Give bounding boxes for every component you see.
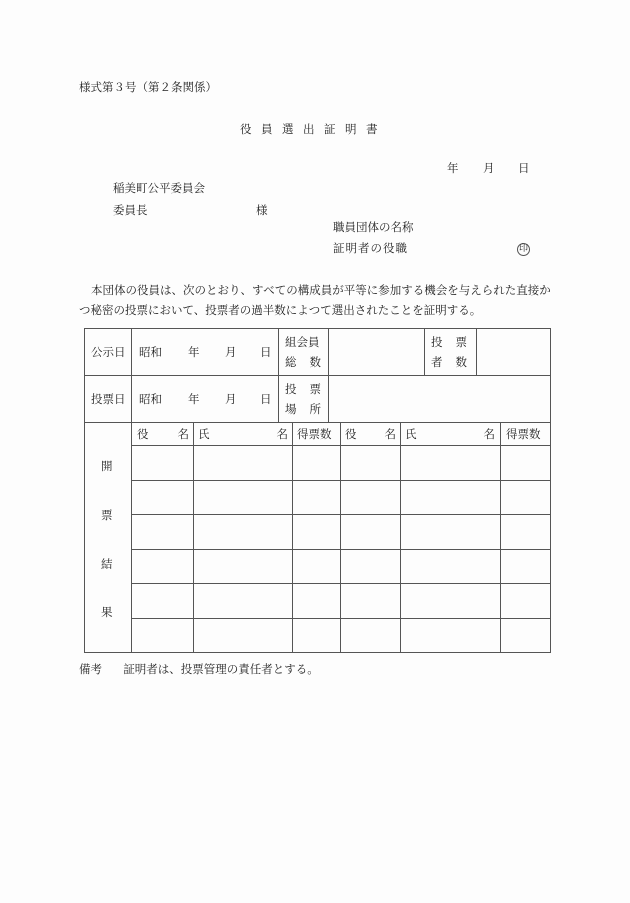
remarks-label: 備考 (79, 662, 102, 676)
row-divider (132, 618, 550, 619)
col-header-position (137, 429, 189, 441)
col-header-char: 名 (177, 427, 189, 441)
col-header-votes: 得票数 (297, 427, 332, 441)
col-divider (400, 422, 401, 652)
col-header-name-2 (405, 429, 495, 441)
certification-text: 本団体の役員は、次のとおり、すべての構成員が平等に参加する機会を与えられた直接かつ秘密の投票において、投票者の過半数によつて選出されたことを証明する。 (79, 283, 551, 317)
vote-day: 日 (260, 392, 272, 406)
voters-label-char: 票 (455, 335, 467, 349)
row-divider (132, 445, 550, 446)
col-divider (328, 329, 329, 422)
announce-day: 日 (260, 345, 272, 359)
announce-year: 年 (188, 345, 200, 359)
col-header-char: 名 (483, 427, 495, 441)
form-id: 様式第３号（第２条関係） (79, 80, 217, 94)
results-side-label-1: 開 (101, 459, 113, 473)
col-header-char: 名 (276, 427, 288, 441)
col-divider (340, 422, 341, 652)
voters-value[interactable] (481, 347, 547, 361)
remarks-text: 証明者は、投票管理の責任者とする。 (123, 662, 319, 676)
vote-month: 月 (225, 392, 237, 406)
row-divider (85, 375, 550, 376)
honorific: 様 (256, 203, 268, 217)
col-divider (292, 422, 293, 652)
date-day-label: 日 (518, 161, 530, 175)
col-divider (500, 422, 501, 652)
addressee-title: 委員長 (113, 203, 148, 217)
col-header-char: 氏 (405, 427, 417, 441)
org-name-label: 職員団体の名称 (333, 220, 414, 234)
place-label-line2 (285, 404, 321, 416)
voters-label-line2 (431, 357, 467, 369)
vote-date-label: 投票日 (91, 392, 126, 406)
col-divider (476, 329, 477, 375)
voters-label-char: 数 (455, 355, 467, 369)
col-divider (131, 329, 132, 652)
date-month-label: 月 (483, 161, 495, 175)
results-side-label-2: 票 (101, 508, 113, 522)
members-label-char: 数 (309, 355, 321, 369)
row-divider (85, 422, 550, 423)
vote-era: 昭和 (139, 392, 162, 406)
members-label-line1: 組会員 (285, 335, 320, 349)
certifier-label: 証明者の役職 (333, 241, 408, 255)
col-header-char: 役 (345, 427, 357, 441)
row-divider (132, 583, 550, 584)
members-label-char: 総 (285, 355, 297, 369)
voters-label-char: 者 (431, 355, 443, 369)
vote-year: 年 (188, 392, 200, 406)
col-divider (424, 329, 425, 375)
remarks (79, 664, 319, 676)
row-divider (132, 480, 550, 481)
members-value[interactable] (333, 347, 421, 361)
col-header-name (198, 429, 288, 441)
place-value[interactable] (333, 394, 547, 408)
place-label-char: 投 (285, 382, 297, 396)
row-divider (132, 549, 550, 550)
voters-label-line1 (431, 337, 467, 349)
addressee-org: 稲美町公平委員会 (113, 181, 205, 195)
col-divider (193, 422, 194, 652)
announce-era: 昭和 (139, 345, 162, 359)
col-header-char: 氏 (198, 427, 210, 441)
row-divider (132, 514, 550, 515)
col-header-votes-2: 得票数 (506, 427, 541, 441)
place-label-char: 所 (309, 402, 321, 416)
seal-icon: 印 (518, 244, 528, 254)
col-divider (278, 329, 279, 422)
place-label-line1 (285, 384, 321, 396)
col-header-position-2 (345, 429, 396, 441)
results-table (84, 328, 551, 653)
col-header-char: 役 (137, 427, 149, 441)
results-side-label-3: 結 (101, 557, 113, 571)
voters-label-char: 投 (431, 335, 443, 349)
members-label-line2 (285, 357, 321, 369)
place-label-char: 場 (285, 402, 297, 416)
announce-date-label: 公示日 (91, 345, 126, 359)
results-side-label-4: 果 (101, 605, 113, 619)
document-title: 役員選出証明書 (240, 122, 387, 136)
place-label-char: 票 (309, 382, 321, 396)
announce-month: 月 (225, 345, 237, 359)
col-header-char: 名 (384, 427, 396, 441)
date-year-label: 年 (447, 161, 459, 175)
